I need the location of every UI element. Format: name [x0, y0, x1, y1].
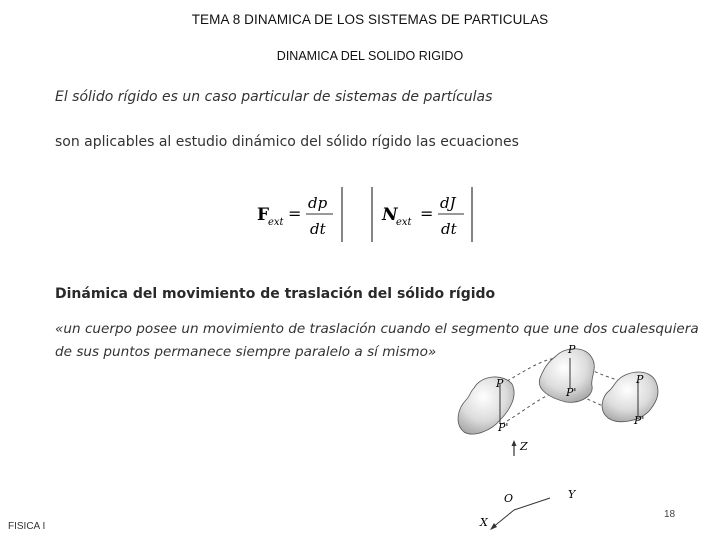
point-p-label: P [568, 343, 576, 356]
definition-quote-line-2: de sus puntos permanece siempre paralelo a sí mismo» [55, 344, 437, 360]
force-numerator: dp [308, 194, 328, 212]
coordinate-axes [479, 440, 577, 530]
point-p-prime-label: P' [634, 414, 645, 427]
point-p-prime-label: P' [566, 386, 577, 399]
rigid-body-position-3 [602, 372, 658, 427]
force-subscript: ext [268, 217, 284, 228]
force-equals: = [288, 204, 302, 223]
rigid-body-position-1 [458, 377, 514, 434]
force-symbol: F [257, 205, 270, 225]
point-p-label: P [636, 373, 644, 386]
equations-block [250, 182, 490, 248]
page-subtitle: DINAMICA DEL SOLIDO RIGIDO [276, 49, 464, 63]
force-denominator: dt [310, 220, 326, 238]
x-axis-label: X [480, 516, 488, 529]
y-axis-label: Y [568, 488, 576, 501]
page-number: 18 [664, 509, 676, 520]
torque-symbol: N [382, 205, 398, 225]
definition-quote-line-1: «un cuerpo posee un movimiento de traslación cuando el segmento que une dos cualesquiera [55, 321, 699, 337]
rigid-body-position-2 [539, 343, 594, 402]
z-axis-label: Z [520, 440, 528, 453]
origin-label: O [504, 492, 514, 505]
translation-figure [452, 338, 710, 538]
intro-text: El sólido rígido es un caso particular de sistemas de partículas [55, 89, 493, 105]
equations-intro-text: son aplicables al estudio dinámico del sólido rígido las ecuaciones [55, 134, 519, 150]
section-heading: Dinámica del movimiento de traslación del sólido rígido [55, 286, 496, 302]
point-p-label: P [496, 377, 504, 390]
point-p-prime-label: P' [498, 421, 509, 434]
torque-denominator: dt [441, 220, 457, 238]
force-equation [257, 187, 342, 242]
page-title: TEMA 8 DINAMICA DE LOS SISTEMAS DE PARTICULAS [191, 12, 549, 27]
torque-equation [372, 187, 472, 242]
torque-equals: = [420, 204, 434, 223]
course-footer: FISICA I [8, 521, 46, 532]
torque-numerator: dJ [440, 194, 456, 212]
torque-subscript: ext [396, 217, 412, 228]
